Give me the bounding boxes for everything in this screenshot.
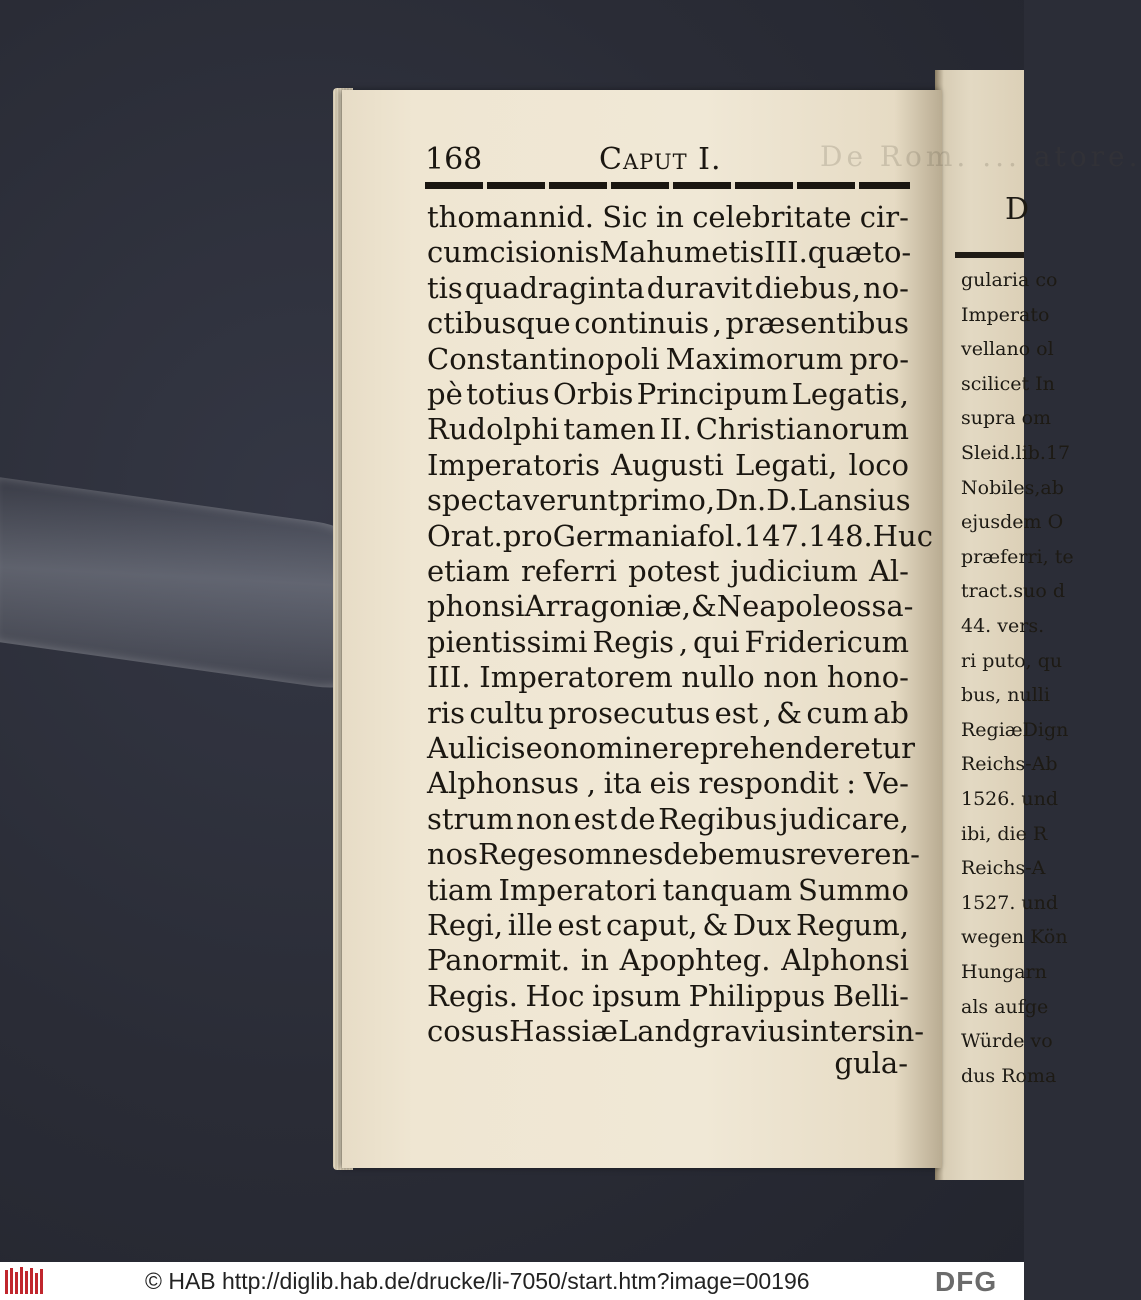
text-line: Imperatoris Augusti Legati, loco	[427, 447, 909, 482]
opposite-text-line: Sleid.lib.17	[961, 442, 1071, 464]
opposite-page	[935, 70, 1074, 1180]
opposite-text-line: dus Roma	[961, 1064, 1057, 1087]
opposite-text-line: Imperato	[961, 303, 1050, 326]
opposite-text-line: als aufge	[961, 995, 1049, 1018]
text-line: Regi, ille est caput, & Dux Regum,	[427, 908, 909, 942]
text-line: phonsi Arragoniæ, & Neapoleos sa-	[427, 589, 914, 624]
text-line: pientissimi Regis , qui Fridericum	[427, 624, 909, 659]
text-line: spectaverunt primo, Dn. D. Lansius	[427, 483, 911, 518]
text-line: Rudolphi tamen II. Christianorum	[427, 412, 909, 447]
opposite-text-line: Reichs-A	[961, 857, 1046, 880]
text-line: nos Reges omnes debemus reveren-	[427, 837, 920, 872]
opposite-text-line: tract.suo d	[961, 580, 1065, 603]
text-line: Orat. pro Germania fol.147.148. Huc	[427, 518, 933, 553]
hab-logo-icon	[4, 1266, 46, 1296]
footer-bar	[0, 1262, 1024, 1300]
catchword: gula-	[834, 1046, 908, 1080]
page-number: 168	[425, 142, 483, 177]
text-line: Regis. Hoc ipsum Philippus Belli-	[427, 978, 909, 1013]
text-line: pè totius Orbis Principum Legatis,	[427, 377, 909, 411]
running-head: Caput I.	[599, 142, 722, 177]
text-line: tis quadraginta duravit diebus, no-	[427, 270, 909, 305]
opposite-text-line: RegiæDign	[961, 718, 1069, 741]
opposite-text-line: ri puto, qu	[961, 649, 1063, 672]
opposite-text-line: Nobiles,ab	[961, 476, 1064, 499]
opposite-text-line: 44. vers.	[961, 615, 1045, 637]
opposite-text-line: 1527. und	[961, 891, 1059, 914]
dfg-logo: DFG	[935, 1266, 998, 1297]
text-line: Panormit. in Apophteg. Alphonsi	[427, 943, 909, 978]
opposite-page-rule	[955, 252, 1024, 258]
text-line: cumcisionis Mahumetis III.quæ to-	[427, 235, 912, 270]
opposite-text-line: supra om	[961, 407, 1052, 430]
text-line: ctibusque continuis , præsentibus	[427, 306, 909, 341]
page-header	[425, 142, 910, 182]
opposite-text-line: scilicet In	[961, 372, 1055, 395]
opposite-text-line: Würde vo	[961, 1030, 1053, 1053]
text-line: ris cultu prosecutus est , & cum ab	[427, 695, 909, 730]
text-line: Alphonsus , ita eis respondit : Ve-	[427, 766, 909, 801]
opposite-text-line: Reichs-Ab	[961, 753, 1058, 776]
text-line: tiam Imperatori tanquam Summo	[427, 872, 909, 907]
opposite-text-line: wegen Kön	[961, 926, 1068, 949]
text-line: etiam referri potest judicium Al-	[427, 554, 909, 588]
opposite-text-line: gularia co	[961, 269, 1058, 291]
opposite-text-line: 1526. und	[961, 788, 1059, 810]
text-line: cosus Hassiæ Landgravius inter sin-	[427, 1014, 925, 1049]
opposite-page-head: D	[1005, 192, 1030, 227]
text-line: strum non est de Regibus judicare,	[427, 801, 909, 836]
opposite-text-line: præferri, te	[961, 545, 1074, 568]
bleed-through-text: De Rom. ... atore.	[820, 140, 1141, 173]
opposite-text-line: ibi, die R	[961, 822, 1048, 845]
text-line: Constantinopoli Maximorum pro-	[427, 341, 909, 376]
opposite-text-line: vellano ol	[961, 338, 1054, 361]
text-line: III. Imperatorem nullo non hono-	[427, 660, 909, 695]
credit-link[interactable]: © HAB http://diglib.hab.de/drucke/li-7050/start.htm?image=00196	[145, 1268, 810, 1294]
header-rule	[425, 182, 910, 189]
opposite-text-line: bus, nulli	[961, 684, 1050, 707]
text-line: Aulicis eo nomine reprehenderetur	[427, 731, 916, 765]
text-line: thomannid. Sic in celebritate cir-	[427, 200, 909, 234]
opposite-text-line: ejusdem O	[961, 511, 1064, 534]
opposite-text-line: Hungarn	[961, 961, 1047, 983]
